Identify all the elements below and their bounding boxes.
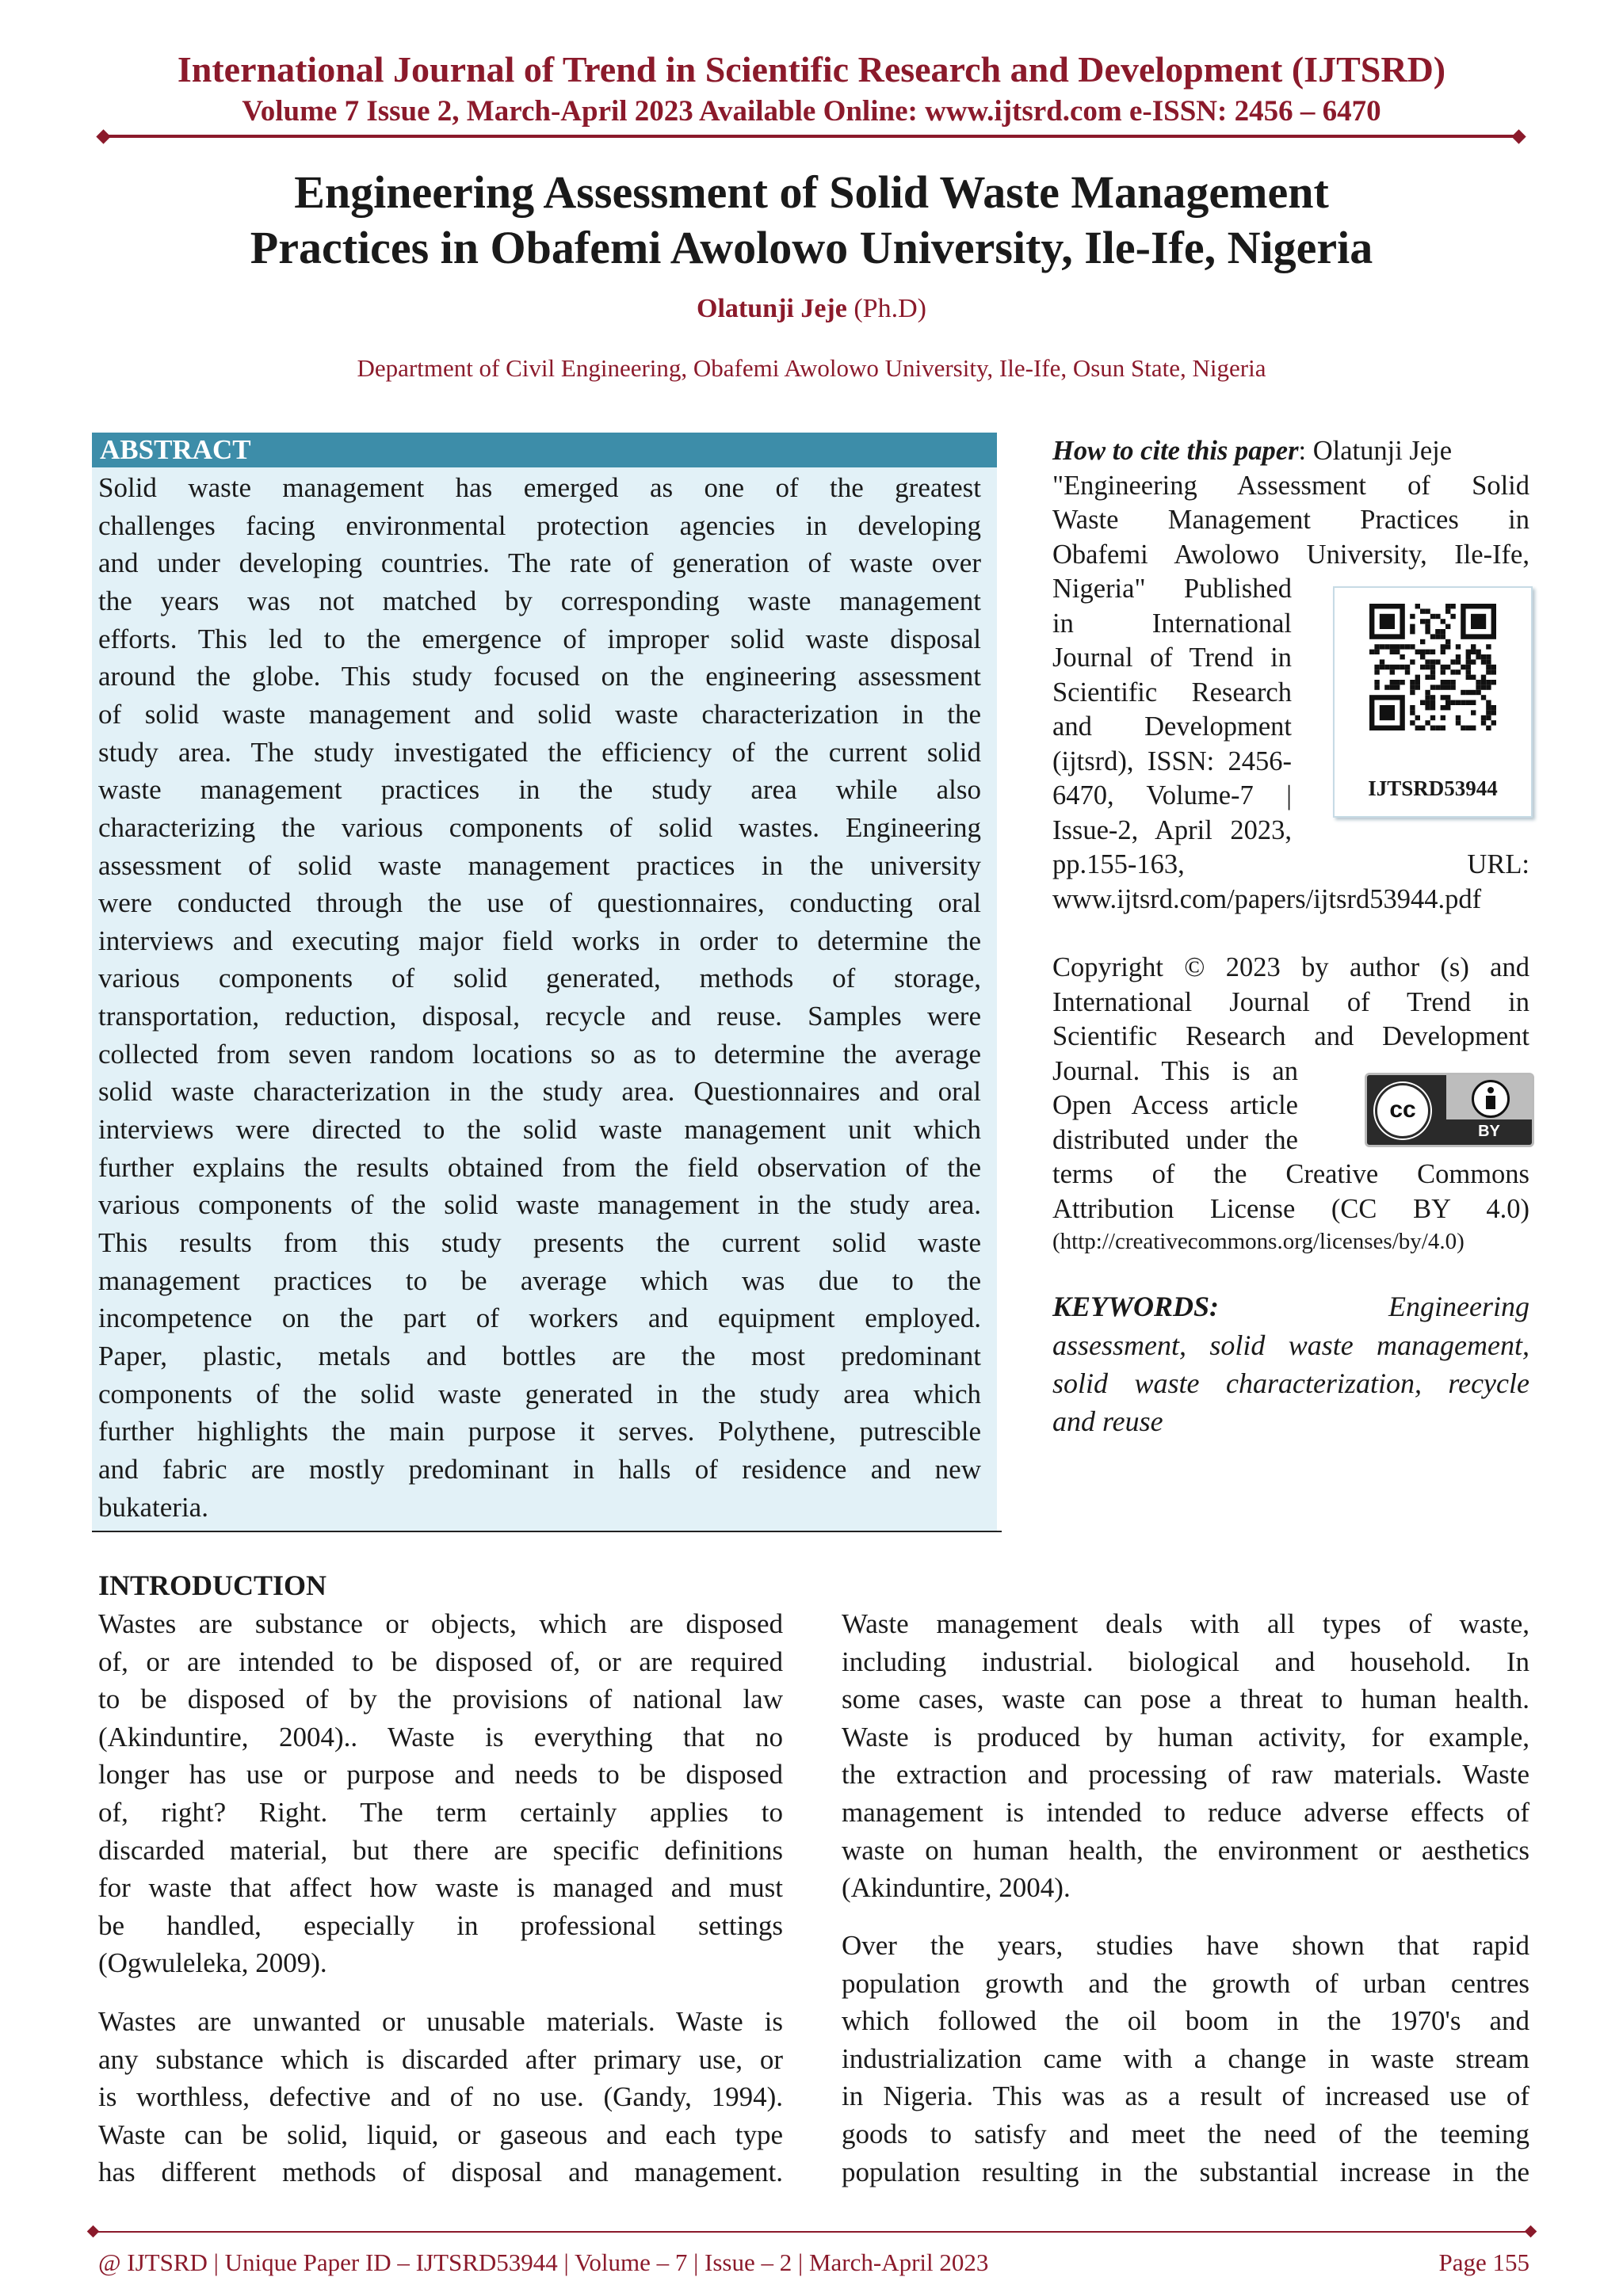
paper-title — [0, 165, 1623, 276]
cite-url[interactable]: www.ijtsrd.com/papers/ijtsrd53944.pdf — [1052, 883, 1482, 914]
copyright-line: International Journal of Trend in — [1052, 986, 1529, 1017]
abstract-line: were conducted through the use of questionnaires, conducting oral — [98, 887, 981, 919]
abstract-heading: ABSTRACT — [100, 434, 251, 465]
cc-by-label: BY — [1478, 1123, 1500, 1140]
copyright-line: Copyright © 2023 by author (s) and — [1052, 952, 1529, 982]
intro-line: (Akinduntire, 2004). — [842, 1872, 1071, 1904]
abstract-line: assessment of solid waste management practices in the university — [98, 849, 981, 881]
cite-line: Nigeria" Published — [1052, 574, 1292, 604]
abstract-line: further explains the results obtained from the field observation of the — [98, 1151, 981, 1183]
header-rule — [103, 135, 1518, 138]
intro-line: any substance which is discarded after primary use, or — [98, 2043, 783, 2075]
cite-line: 6470, Volume-7 | — [1052, 780, 1292, 810]
intro-line: goods to satisfy and meet the need of the teeming — [842, 2119, 1529, 2149]
intro-line: (Akinduntire, 2004).. Waste is everything that no — [98, 1721, 783, 1753]
cite-line: Waste Management Practices in — [1052, 505, 1529, 535]
cite-first-line — [1052, 434, 1452, 469]
intro-line: is worthless, defective and of no use. (Gandy, 1994). — [98, 2081, 783, 2113]
copyright-line: distributed under the — [1052, 1124, 1298, 1155]
cite-author: : Olatunji Jeje — [1298, 436, 1453, 466]
author-line — [0, 292, 1623, 326]
cite-pp-line: pp.155-163, — [1052, 849, 1185, 879]
abstract-line: efforts. This led to the emergence of improper solid waste disposal — [98, 623, 981, 654]
header-rule-left-diamond — [96, 129, 110, 143]
keywords-line: solid waste characterization, recycle — [1052, 1367, 1529, 1399]
cite-line: in International — [1052, 608, 1292, 639]
abstract-line: study area. The study investigated the efficiency of the current solid — [98, 736, 981, 768]
intro-line: (Ogwuleleka, 2009). — [98, 1947, 327, 1979]
intro-line: the extraction and processing of raw materials. Waste — [842, 1759, 1529, 1791]
intro-line: of, or are intended to be disposed of, or are required — [98, 1646, 783, 1677]
abstract-line: components of the solid waste generated in the study area which — [98, 1378, 981, 1409]
intro-line: Waste can be solid, liquid, or gaseous and each type — [98, 2119, 783, 2150]
cite-url-label: URL: — [1467, 849, 1529, 879]
intro-line: population growth and the growth of urban centres — [842, 1967, 1529, 1999]
intro-line: management is intended to reduce adverse effects of — [842, 1797, 1529, 1828]
intro-line: Wastes are unwanted or unusable materials. Waste is — [98, 2006, 783, 2037]
intro-heading: INTRODUCTION — [98, 1569, 327, 1601]
paper-title-line: Engineering Assessment of Solid Waste Management — [294, 166, 1329, 218]
cite-line: Scientific Research — [1052, 677, 1292, 707]
abstract-line: and under developing countries. The rate of generation of waste over — [98, 547, 981, 579]
abstract-line: incompetence on the part of workers and equipment employed. — [98, 1302, 981, 1334]
footer-rule — [92, 2231, 1531, 2233]
intro-line: Waste is produced by human activity, for example, — [842, 1721, 1529, 1753]
attribution-person-icon — [1472, 1080, 1510, 1118]
intro-line: which followed the oil boom in the 1970's and — [842, 2005, 1529, 2037]
qr-paper-id: IJTSRD53944 — [1368, 776, 1498, 800]
header-rule-right-diamond — [1511, 129, 1526, 143]
intro-line: some cases, waste can pose a threat to human health. — [842, 1684, 1529, 1715]
intro-line: has different methods of disposal and management. — [98, 2157, 783, 2188]
intro-line: to be disposed of by the provisions of national law — [98, 1684, 783, 1715]
keywords-line: and reuse — [1052, 1405, 1163, 1437]
abstract-line: of solid waste management and solid waste characterization in the — [98, 698, 981, 730]
license-url: (http://creativecommons.org/licenses/by/4.0) — [1052, 1229, 1465, 1254]
abstract-header — [92, 433, 997, 467]
intro-line: longer has use or purpose and needs to be disposed — [98, 1759, 783, 1791]
author-name: Olatunji Jeje — [697, 294, 847, 323]
copyright-line: Open Access article — [1052, 1090, 1298, 1120]
abstract-line: management practices to be average which was due to the — [98, 1264, 981, 1296]
intro-line: Waste management deals with all types of waste, — [842, 1608, 1529, 1639]
cc-by-badge[interactable] — [1365, 1073, 1534, 1147]
abstract-line: and fabric are mostly predominant in halls of residence and new — [98, 1453, 981, 1485]
keywords-label: KEYWORDS: — [1052, 1291, 1220, 1322]
intro-line: Wastes are substance or objects, which are disposed — [98, 1608, 783, 1639]
intro-line: waste on human health, the environment or aesthetics — [842, 1834, 1529, 1866]
copyright-line: Scientific Research and Development — [1052, 1021, 1529, 1051]
copyright-line: terms of the Creative Commons — [1052, 1159, 1529, 1189]
intro-line: Over the years, studies have shown that rapid — [842, 1930, 1529, 1961]
cite-line: Obafemi Awolowo University, Ile-Ife, — [1052, 539, 1529, 570]
cite-label: How to cite this paper — [1052, 436, 1299, 466]
abstract-line: solid waste characterization in the study area. Questionnaires and oral — [98, 1076, 981, 1108]
abstract-line: various components of the solid waste management in the study area. — [98, 1189, 981, 1221]
abstract-line: Paper, plastic, metals and bottles are the most predominant — [98, 1340, 981, 1371]
intro-line: of, right? Right. The term certainly applies to — [98, 1797, 783, 1828]
abstract-line: around the globe. This study focused on the engineering assessment — [98, 661, 981, 692]
abstract-line: This results from this study presents the current solid waste — [98, 1227, 981, 1258]
cite-line: "Engineering Assessment of Solid — [1052, 470, 1529, 501]
cite-line: and Development — [1052, 711, 1292, 742]
intro-line: population resulting in the substantial increase in the — [842, 2156, 1529, 2187]
cite-line: Issue-2, April 2023, — [1052, 814, 1292, 845]
intro-line: industrialization came with a change in waste stream — [842, 2042, 1529, 2074]
abstract-line: the years was not matched by corresponding waste management — [98, 585, 981, 616]
keywords-line: assessment, solid waste management, — [1052, 1329, 1529, 1361]
abstract-line: characterizing the various components of solid wastes. Engineering — [98, 811, 981, 843]
abstract-line: waste management practices in the study area while also — [98, 774, 981, 806]
copyright-line: Journal. This is an — [1052, 1055, 1298, 1086]
volume-line: Volume 7 Issue 2, March-April 2023 Available Online: www.ijtsrd.com e-ISSN: 2456 – 6470 — [242, 95, 1381, 128]
cc-icon: cc — [1375, 1083, 1430, 1138]
footer-rule-left-diamond — [87, 2225, 100, 2238]
footer-rule-right-diamond — [1525, 2225, 1537, 2238]
intro-line: be handled, especially in professional settings — [98, 1909, 783, 1941]
paper-title-line: Practices in Obafemi Awolowo University, Ile-Ife, Nigeria — [250, 222, 1373, 273]
intro-line: including industrial. biological and household. In — [842, 1646, 1529, 1677]
abstract-line: various components of solid generated, methods of storage, — [98, 963, 981, 994]
page-number: Page 155 — [1438, 2248, 1529, 2276]
abstract-line: interviews were directed to the solid waste management unit which — [98, 1114, 981, 1146]
journal-name: International Journal of Trend in Scientific Research and Development (IJTSRD) — [177, 49, 1446, 90]
cite-line: (ijtsrd), ISSN: 2456- — [1052, 746, 1292, 776]
abstract-line: bukateria. — [98, 1491, 208, 1523]
abstract-line: interviews and executing major field works in order to determine the — [98, 925, 981, 956]
abstract-line: transportation, reduction, disposal, recycle and reuse. Samples were — [98, 1001, 981, 1032]
intro-line: for waste that affect how waste is managed and must — [98, 1872, 783, 1904]
abstract-bottom-rule — [92, 1531, 1002, 1532]
abstract-line: challenges facing environmental protection agencies in developing — [98, 509, 981, 541]
copyright-line: Attribution License (CC BY 4.0) — [1052, 1193, 1529, 1224]
qr-code-icon — [1369, 604, 1496, 730]
cite-line: Journal of Trend in — [1052, 643, 1292, 673]
abstract-line: further highlights the main purpose it serves. Polythene, putrescible — [98, 1416, 981, 1447]
abstract-line: Solid waste management has emerged as one of the greatest — [98, 472, 981, 503]
intro-line: in Nigeria. This was as a result of increased use of — [842, 2081, 1529, 2112]
abstract-line: collected from seven random locations so as to determine the average — [98, 1038, 981, 1070]
intro-line: discarded material, but there are specific definitions — [98, 1834, 783, 1866]
author-affiliation: Department of Civil Engineering, Obafemi Awolowo University, Ile-Ife, Osun State, Nigeria — [357, 354, 1266, 382]
keywords-first-word: Engineering — [1388, 1291, 1529, 1322]
author-degree: (Ph.D) — [854, 294, 926, 323]
footer-info: @ IJTSRD | Unique Paper ID – IJTSRD53944 | Volume – 7 | Issue – 2 | March-April 2023 — [98, 2248, 989, 2276]
